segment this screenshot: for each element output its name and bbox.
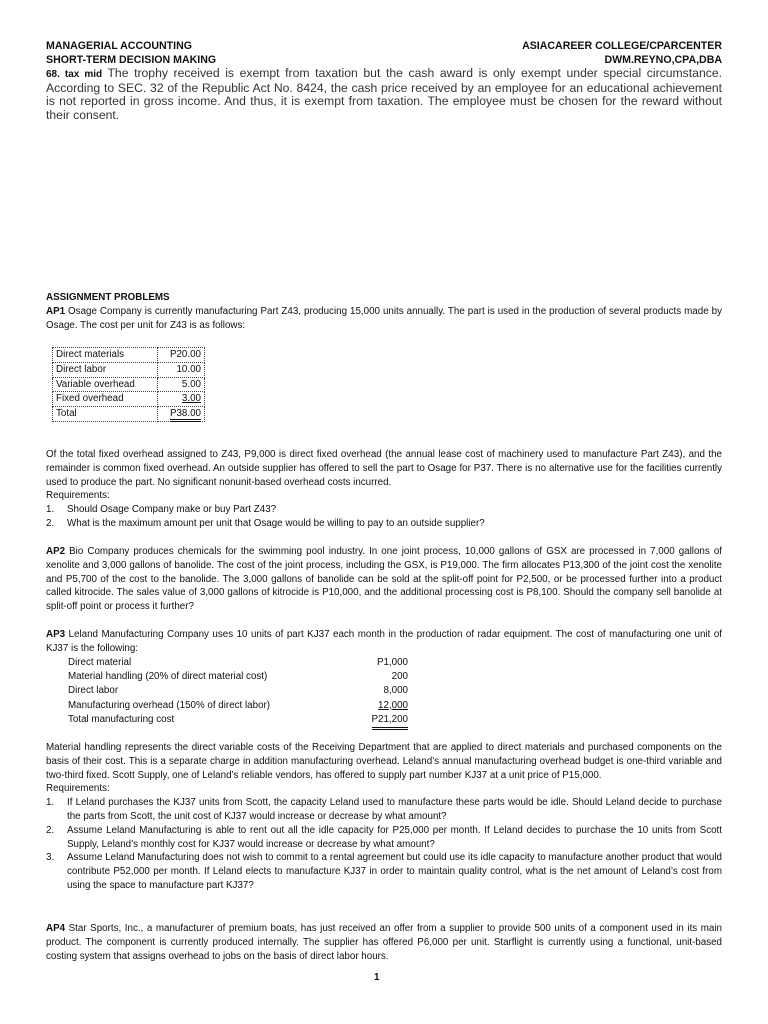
ap1-intro	[46, 305, 722, 333]
list-item	[46, 503, 722, 517]
table-row	[68, 699, 408, 713]
req-text: Assume Leland Manufacturing is able to rent out all the idle capacity for P25,000 per month. If Leland decides to purchase the 10 units from Scott Supply, Leland’s monthly cost for KJ37 would increase or decrease by what amount?	[67, 824, 722, 850]
req-number: 2.	[46, 517, 55, 529]
ap3-requirements	[46, 796, 722, 893]
ap4-label: AP4	[46, 923, 66, 934]
table-row	[53, 377, 205, 392]
ap3-intro	[46, 628, 722, 656]
ap1-text: Osage Company is currently manufacturing Part Z43, producing 15,000 units annually. The part is used in the production of several products made by Osage. The cost per unit for Z43 is as follows:	[46, 306, 722, 331]
header-row-2	[46, 54, 722, 66]
cost-label: Total manufacturing cost	[68, 713, 175, 725]
header-row-1	[46, 40, 722, 52]
req-text: Assume Leland Manufacturing does not wish to commit to a rental agreement but could use its idle capacity to manufacture another product that would contribute P52,000 per month. If Leland elects to manufacture KJ37 in order to maintain quality control, what is the net amount of Leland’s cost from using the space to manufacture part KJ37?	[67, 852, 722, 891]
intro-text: The trophy received is exempt from taxation but the cash award is only exempt under special circumstance. According to SEC. 32 of the Republic Act No. 8424, the cash price received by an employee for an educational achievement is not reported in gross income. And thus, it is exempt from taxation. The employee must be chosen for the reward without their consent.	[46, 66, 722, 122]
table-row	[53, 392, 205, 407]
cost-label: Total	[53, 407, 158, 422]
req-number: 2.	[46, 824, 55, 836]
ap3-paragraph: Material handling represents the direct variable costs of the Receiving Department that are applied to direct materials and purchased components on the basis of their cost. This is a separate charge in addition manufacturing overhead. Leland’s annual manufacturing overhead budget is one-third variable and two-third fixed. Scott Supply, one of Leland’s reliable vendors, has offered to supply part number KJ37 at a unit price of P15,000.	[46, 742, 722, 781]
ap3-body	[46, 741, 722, 893]
ap1-label: AP1	[46, 306, 66, 317]
list-item	[46, 851, 722, 892]
cost-value: 5.00	[158, 377, 205, 392]
cost-value-cell	[158, 407, 205, 422]
req-number: 1.	[46, 504, 55, 516]
cost-label: Fixed overhead	[53, 392, 158, 407]
cost-label: Direct labor	[53, 362, 158, 377]
ap1-body	[46, 448, 722, 531]
intro-paragraph	[46, 67, 722, 122]
ap3-cost-table	[68, 656, 408, 730]
page-number: 1	[374, 972, 380, 983]
req-number: 3.	[46, 852, 55, 864]
ap3-req-title: Requirements:	[46, 783, 110, 795]
cost-value: P20.00	[158, 348, 205, 363]
ap3-label: AP3	[46, 629, 66, 640]
req-text: What is the maximum amount per unit that Osage would be willing to pay to an outside supplier?	[67, 517, 485, 529]
ap2-paragraph	[46, 545, 722, 614]
cost-label: Variable overhead	[53, 377, 158, 392]
table-row	[68, 670, 408, 684]
table-row	[68, 684, 408, 698]
req-text: If Leland purchases the KJ37 units from Scott, the capacity Leland used to manufacture these parts would be idle. Should Leland decide to purchase the parts from Scott, the unit cost of KJ37 would increase or decrease by what amount?	[67, 797, 722, 822]
table-row	[68, 656, 408, 670]
ap1-requirements	[46, 503, 722, 531]
ap4-paragraph	[46, 922, 722, 963]
list-item	[46, 824, 722, 852]
table-row	[53, 348, 205, 363]
cost-label: Direct material	[68, 657, 132, 668]
cost-label: Direct labor	[68, 685, 119, 697]
cost-label: Direct materials	[53, 348, 158, 363]
cost-value: 8,000	[383, 685, 408, 697]
ap4-text: Star Sports, Inc., a manufacturer of premium boats, has just received an offer from a supplier to provide 500 units of a component used in its main product. The component is currently produced internally. The supplier has offered P6,000 per unit. Starflight is currently using a functional, unit-based costing system that assigns overhead to jobs on the basis of direct labor hours.	[46, 923, 723, 962]
cost-label: Manufacturing overhead (150% of direct labor)	[68, 699, 271, 711]
cost-label: Material handling (20% of direct material cost)	[68, 671, 268, 683]
cost-value: 10.00	[158, 362, 205, 377]
list-item	[46, 517, 722, 531]
list-item	[46, 796, 722, 824]
assignment-title: ASSIGNMENT PROBLEMS	[46, 292, 170, 303]
cost-value: 200	[391, 671, 408, 683]
table-row	[68, 713, 408, 730]
ap2-label: AP2	[46, 546, 66, 557]
cost-value: P21,200	[372, 713, 409, 730]
req-number: 1.	[46, 797, 55, 809]
author-name: DWM.REYNO,CPA,DBA	[604, 54, 722, 66]
cost-value-cell	[158, 392, 205, 407]
intro-label: 68. tax mid	[46, 69, 103, 80]
topic-title: SHORT-TERM DECISION MAKING	[46, 54, 217, 66]
ap1-cost-table	[52, 347, 205, 422]
table-row	[53, 362, 205, 377]
course-title: MANAGERIAL ACCOUNTING	[46, 40, 192, 52]
school-name: ASIACAREER COLLEGE/CPARCENTER	[522, 40, 722, 52]
cost-value: 12,000	[378, 699, 408, 711]
ap2-text: Bio Company produces chemicals for the swimming pool industry. In one joint process, 10,000 gallons of GSX are processed in 7,000 gallons of xenolite and 3,000 gallons of banolide. The cost of the joint process, including the GSX, is P19,000. The firm allocates P13,300 of the joint cost the xenolite and P5,700 of the cost to the banolide. The 3,000 gallons of banolide can be sold at the split-off point for P2,500, or be processed further into a product called kitrocide. The sales value of 3,000 gallons of kitrocide is P10,000, and the additional processing cost is P8,100. Should the company sell banolide at split-off point or process it further?	[46, 546, 722, 613]
ap1-paragraph: Of the total fixed overhead assigned to Z43, P9,000 is direct fixed overhead (the annual lease cost of machinery used to manufacture Part Z43), and the remainder is common fixed overhead. An outside supplier has offered to sell the part to Osage for P37. There is no alternative use for the facilities currently used to produce the part. No significant nonunit-based overhead costs incurred.	[46, 449, 722, 488]
ap1-req-title: Requirements:	[46, 490, 110, 502]
cost-value: P38.00	[170, 408, 201, 422]
cost-value: P1,000	[376, 657, 408, 668]
table-row	[53, 407, 205, 422]
cost-value: 3.00	[181, 393, 201, 405]
req-text: Should Osage Company make or buy Part Z43?	[67, 504, 277, 516]
ap3-text: Leland Manufacturing Company uses 10 units of part KJ37 each month in the production of radar equipment. The cost of manufacturing one unit of KJ37 is the following:	[46, 629, 722, 654]
